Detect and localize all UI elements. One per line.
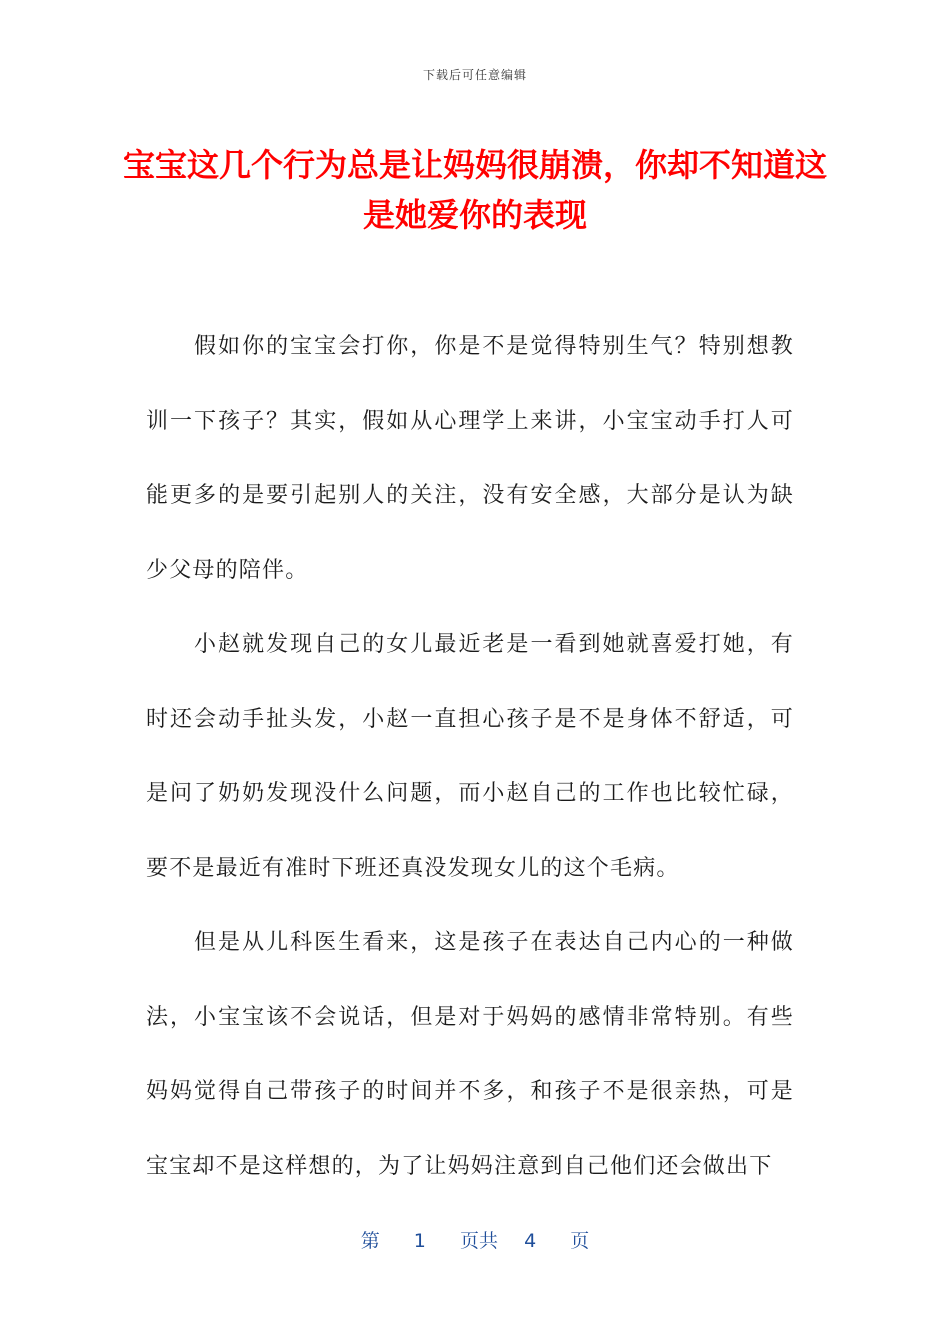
footer-total-pages: 4 xyxy=(524,1230,537,1252)
paragraph-1: 假如你的宝宝会打你，你是不是觉得特别生气？特别想教训一下孩子？其实，假如从心理学上来讲，小宝宝动手打人可能更多的是要引起别人的关注，没有安全感，大部分是认为缺少父母的陪伴。 xyxy=(146,334,794,583)
header-note: 下载后可任意编辑 xyxy=(422,68,527,82)
paragraph-2: 小赵就发现自己的女儿最近老是一看到她就喜爱打她，有时还会动手扯头发，小赵一直担心孩子是不是身体不舒适，可是问了奶奶发现没什么问题，而小赵自己的工作也比较忙碌，要不是最近有准时下班还真没发现女儿的这个毛病。 xyxy=(146,632,794,881)
footer-current-page: 1 xyxy=(413,1230,426,1252)
footer-middle: 页共 xyxy=(459,1230,498,1252)
document-title: 宝宝这几个行为总是让妈妈很崩溃，你却不知道这是她爱你的表现 xyxy=(122,146,827,234)
page-footer xyxy=(0,1226,950,1253)
paragraph-3: 但是从儿科医生看来，这是孩子在表达自己内心的一种做法，小宝宝该不会说话，但是对于妈妈的感情非常特别。有些妈妈觉得自己带孩子的时间并不多，和孩子不是很亲热，可是宝宝却不是这样想的，为了让妈妈注意到自己他们还会做出下 xyxy=(146,930,794,1179)
document-body xyxy=(146,310,794,1204)
footer-suffix: 页 xyxy=(570,1230,590,1252)
footer-prefix: 第 xyxy=(360,1230,380,1252)
